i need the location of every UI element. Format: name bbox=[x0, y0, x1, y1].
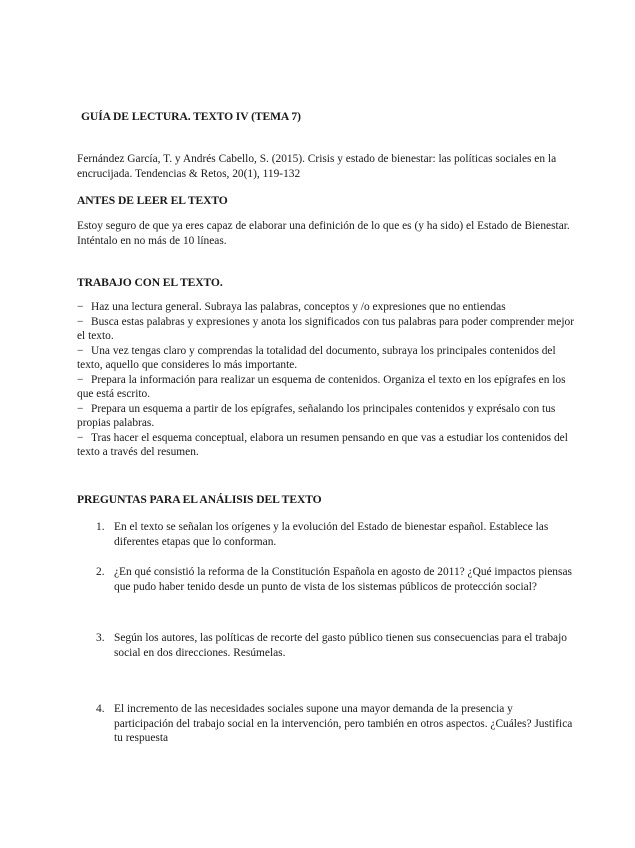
question-text: El incremento de las necesidades sociales supone una mayor demanda de la presencia y participación del trabajo social en la intervención, pero también en otros aspectos. ¿Cuáles? Justifica tu respuesta bbox=[114, 703, 573, 744]
question-number: 4. bbox=[96, 703, 105, 715]
heading-antes-de-leer: ANTES DE LEER EL TEXTO bbox=[77, 194, 228, 207]
antes-de-leer-body: Estoy seguro de que ya eres capaz de elaborar una definición de lo que es (y ha sido) el Estado de Bienestar. Inténtalo en no más de 10 líneas. bbox=[77, 220, 570, 247]
question-number: 1. bbox=[96, 521, 105, 533]
heading-trabajo-con-el-texto: TRABAJO CON EL TEXTO. bbox=[77, 276, 223, 289]
bullet-dash: − bbox=[77, 373, 84, 386]
list-item-text: Haz una lectura general. Subraya las palabras, conceptos y /o expresiones que no entiendas bbox=[91, 301, 506, 313]
bullet-dash: − bbox=[77, 301, 84, 313]
list-item bbox=[77, 402, 577, 431]
bullet-dash: − bbox=[77, 431, 84, 444]
question-number: 3. bbox=[96, 632, 105, 644]
list-item bbox=[77, 373, 577, 402]
page-title: GUÍA DE LECTURA. TEXTO IV (TEMA 7) bbox=[81, 110, 301, 123]
question-text: Según los autores, las políticas de recorte del gasto público tienen sus consecuencias para el trabajo social en dos direcciones. Resúmelas. bbox=[114, 632, 567, 659]
bullet-dash: − bbox=[77, 402, 84, 415]
reference-citation: Fernández García, T. y Andrés Cabello, S. (2015). Crisis y estado de bienestar: las políticas sociales en la encrucijada. Tendencias & Retos, 20(1), 119-132 bbox=[77, 153, 557, 180]
list-item bbox=[77, 315, 577, 344]
list-item bbox=[77, 344, 577, 373]
list-item-text: Tras hacer el esquema conceptual, elabora un resumen pensando en que vas a estudiar los contenidos del texto a través del resumen. bbox=[77, 431, 568, 458]
list-item bbox=[77, 300, 577, 315]
question-number: 2. bbox=[96, 566, 105, 578]
question-text: En el texto se señalan los orígenes y la evolución del Estado de bienestar español. Establece las diferentes etapas que lo conforman. bbox=[114, 521, 549, 548]
bullet-dash: − bbox=[77, 315, 84, 328]
list-item-text: Prepara la información para realizar un esquema de contenidos. Organiza el texto en los epígrafes en los que está escrito. bbox=[77, 373, 566, 400]
bullet-dash: − bbox=[77, 344, 84, 357]
list-item-text: Una vez tengas claro y comprendas la totalidad del documento, subraya los principales contenidos del texto, aquello que consideres lo más importante. bbox=[77, 344, 556, 371]
work-steps-list bbox=[77, 300, 577, 460]
list-item-text: Prepara un esquema a partir de los epígrafes, señalando los principales contenidos y exprésalo con tus propias palabras. bbox=[77, 402, 556, 429]
list-item bbox=[77, 431, 577, 460]
list-item-text: Busca estas palabras y expresiones y anota los significados con tus palabras para poder comprender mejor el texto. bbox=[77, 315, 574, 342]
heading-preguntas: PREGUNTAS PARA EL ANÁLISIS DEL TEXTO bbox=[77, 493, 322, 506]
question-text: ¿En qué consistió la reforma de la Constitución Española en agosto de 2011? ¿Qué impactos piensas que pudo haber tenido desde un punto de vista de los sistemas públicos de protección social? bbox=[114, 566, 572, 593]
